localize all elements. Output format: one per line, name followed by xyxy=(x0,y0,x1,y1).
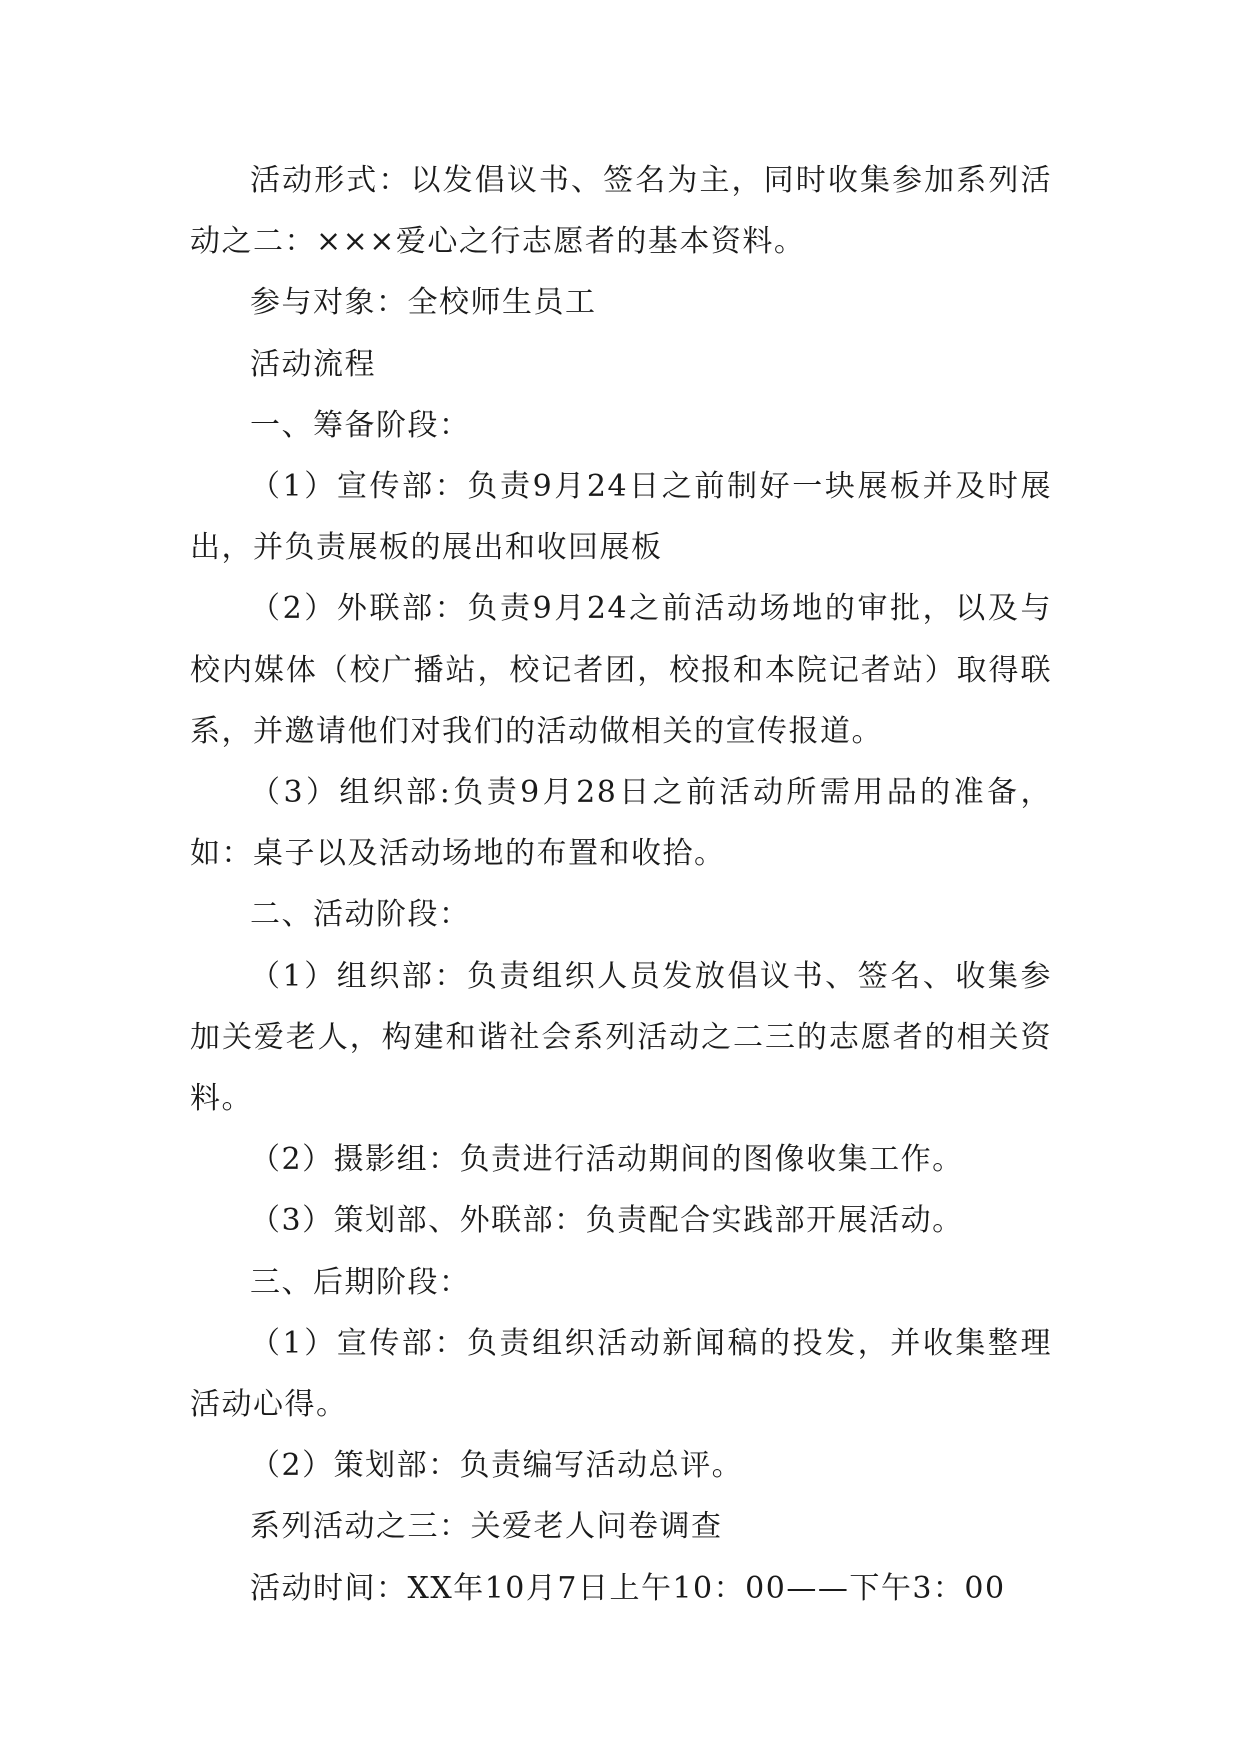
paragraph-participants: 参与对象：全校师生员工 xyxy=(250,285,597,321)
paragraph-series-activity-3: 系列活动之三：关爱老人问卷调查 xyxy=(250,1509,723,1545)
paragraph-activity-time: 活动时间：XX年10月7日上午10：00——下午3：00 xyxy=(250,1570,1006,1606)
paragraph-later-item-2: （2）策划部：负责编写活动总评。 xyxy=(250,1448,744,1484)
paragraph-activity-item-2: （2）摄影组：负责进行活动期间的图像收集工作。 xyxy=(250,1142,964,1178)
paragraph-activity-item-1: （1）组织部：负责组织人员发放倡议书、签名、收集参加关爱老人，构建和谐社会系列活动之二三的志愿者的相关资料。 xyxy=(190,958,1052,1117)
paragraph-preparation-item-3: （3）组织部:负责9月28日之前活动所需用品的准备，如：桌子以及活动场地的布置和收拾。 xyxy=(190,775,1052,872)
paragraph-later-item-1: （1）宣传部：负责组织活动新闻稿的投发，并收集整理活动心得。 xyxy=(190,1325,1052,1423)
paragraph-preparation-item-2: （2）外联部：负责9月24之前活动场地的审批，以及与校内媒体（校广播站，校记者团，校报和本院记者站）取得联系，并邀请他们对我们的活动做相关的宣传报道。 xyxy=(190,591,1052,749)
document-body xyxy=(190,150,1052,1619)
section-heading-later-stage: 三、后期阶段： xyxy=(250,1264,471,1300)
paragraph-activity-process-heading: 活动流程 xyxy=(250,346,376,382)
section-heading-preparation: 一、筹备阶段： xyxy=(250,407,471,443)
paragraph-activity-form: 活动形式：以发倡议书、签名为主，同时收集参加系列活动之二：×××爱心之行志愿者的基本资料。 xyxy=(190,163,1052,260)
section-heading-activity-stage: 二、活动阶段： xyxy=(250,897,471,933)
paragraph-activity-item-3: （3）策划部、外联部：负责配合实践部开展活动。 xyxy=(250,1203,964,1239)
paragraph-preparation-item-1: （1）宣传部：负责9月24日之前制好一块展板并及时展出，并负责展板的展出和收回展板 xyxy=(190,469,1052,566)
